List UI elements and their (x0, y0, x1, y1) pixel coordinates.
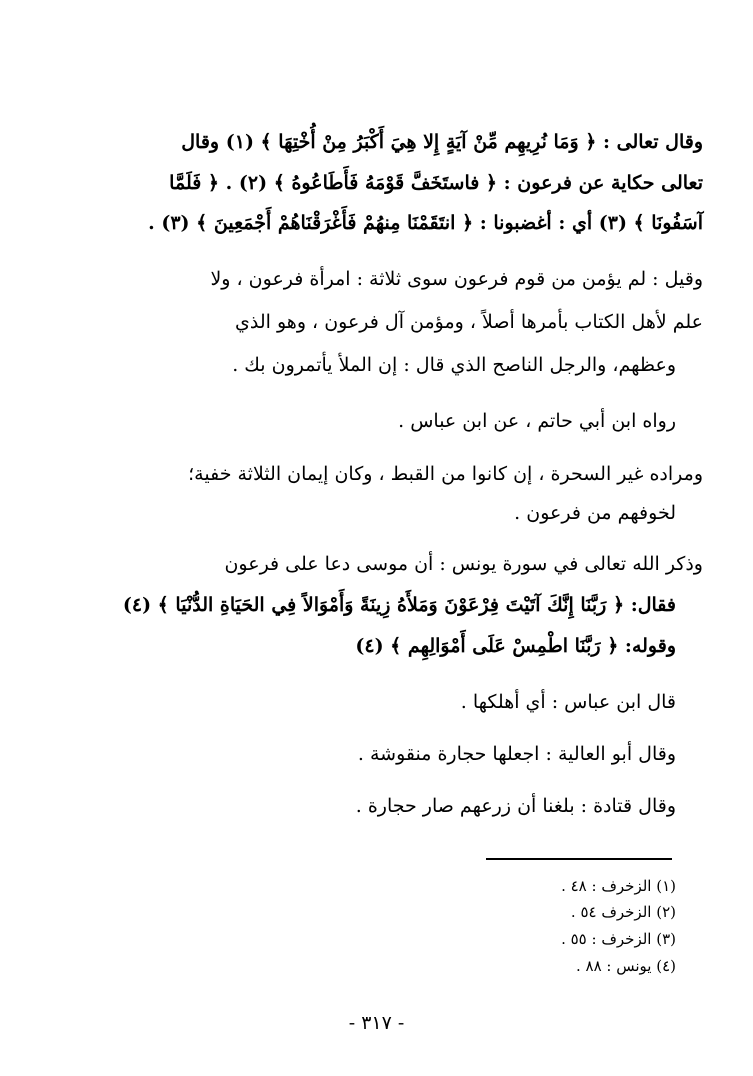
body-line: وقال أبو العالية : اجعلها حجارة منقوشة . (357, 743, 676, 765)
body-line: وقال تعالى : ﴿ وَمَا نُرِيهِم مِّنْ آيَةٍ إِلا هِيَ أَكْبَرُ مِنْ أُخْتِهَا ﴾ (١) وقال (181, 131, 703, 153)
body-line: وقوله: ﴿ رَبَّنَا اطْمِسْ عَلَى أَمْوَالِهِم ﴾ (٤) (355, 635, 676, 657)
body-line: وقيل : لم يؤمن من قوم فرعون سوى ثلاثة : امرأة فرعون ، ولا (210, 268, 703, 290)
body-line: لخوفهم من فرعون . (514, 502, 676, 524)
body-line: آسَفُونَا ﴾ (٣) أي : أغضبونا : ﴿ انتَقَمْنَا مِنهُمْ فَأَغْرَقْنَاهُمْ أَجْمَعِينَ ﴾ (٣) . (148, 212, 703, 234)
page-number: - ٣١٧ - (348, 1012, 405, 1034)
body-line: وقال قتادة : بلغنا أن زرعهم صار حجارة . (355, 795, 676, 817)
body-line: ومراده غير السحرة ، إن كانوا من القبط ، وكان إيمان الثلاثة خفية؛ (188, 463, 703, 485)
footnote-item: (١) الزخرف : ٤٨ . (561, 877, 676, 895)
footnote-item: (٣) الزخرف : ٥٥ . (561, 930, 676, 948)
body-line: وعظهم، والرجل الناصح الذي قال : إن الملأ يأتمرون بك . (232, 354, 676, 376)
footnote-item: (٢) الزخرف ٥٤ . (570, 903, 676, 921)
footnote-item: (٤) يونس : ٨٨ . (575, 957, 676, 975)
body-line: رواه ابن أبي حاتم ، عن ابن عباس . (398, 410, 676, 432)
body-line: تعالى حكاية عن فرعون : ﴿ فاستَخَفَّ قَوْمَهُ فَأَطَاعُوهُ ﴾ (٢) . ﴿ فَلَمَّا (169, 172, 703, 194)
body-line: فقال: ﴿ رَبَّنَا إِنَّكَ آتَيْتَ فِرْعَوْنَ وَمَلأَهُ زِينَةً وَأَمْوَالاً فِي الحَيَاةِ الدُّنْيَا ﴾ (٤) (122, 594, 676, 616)
footnote-separator (486, 858, 672, 860)
body-line: قال ابن عباس : أي أهلكها . (460, 691, 676, 713)
body-line: علم لأهل الكتاب بأمرها أصلاً ، ومؤمن آل فرعون ، وهو الذي (235, 311, 703, 333)
body-line: وذكر الله تعالى في سورة يونس : أن موسى دعا على فرعون (224, 553, 703, 575)
